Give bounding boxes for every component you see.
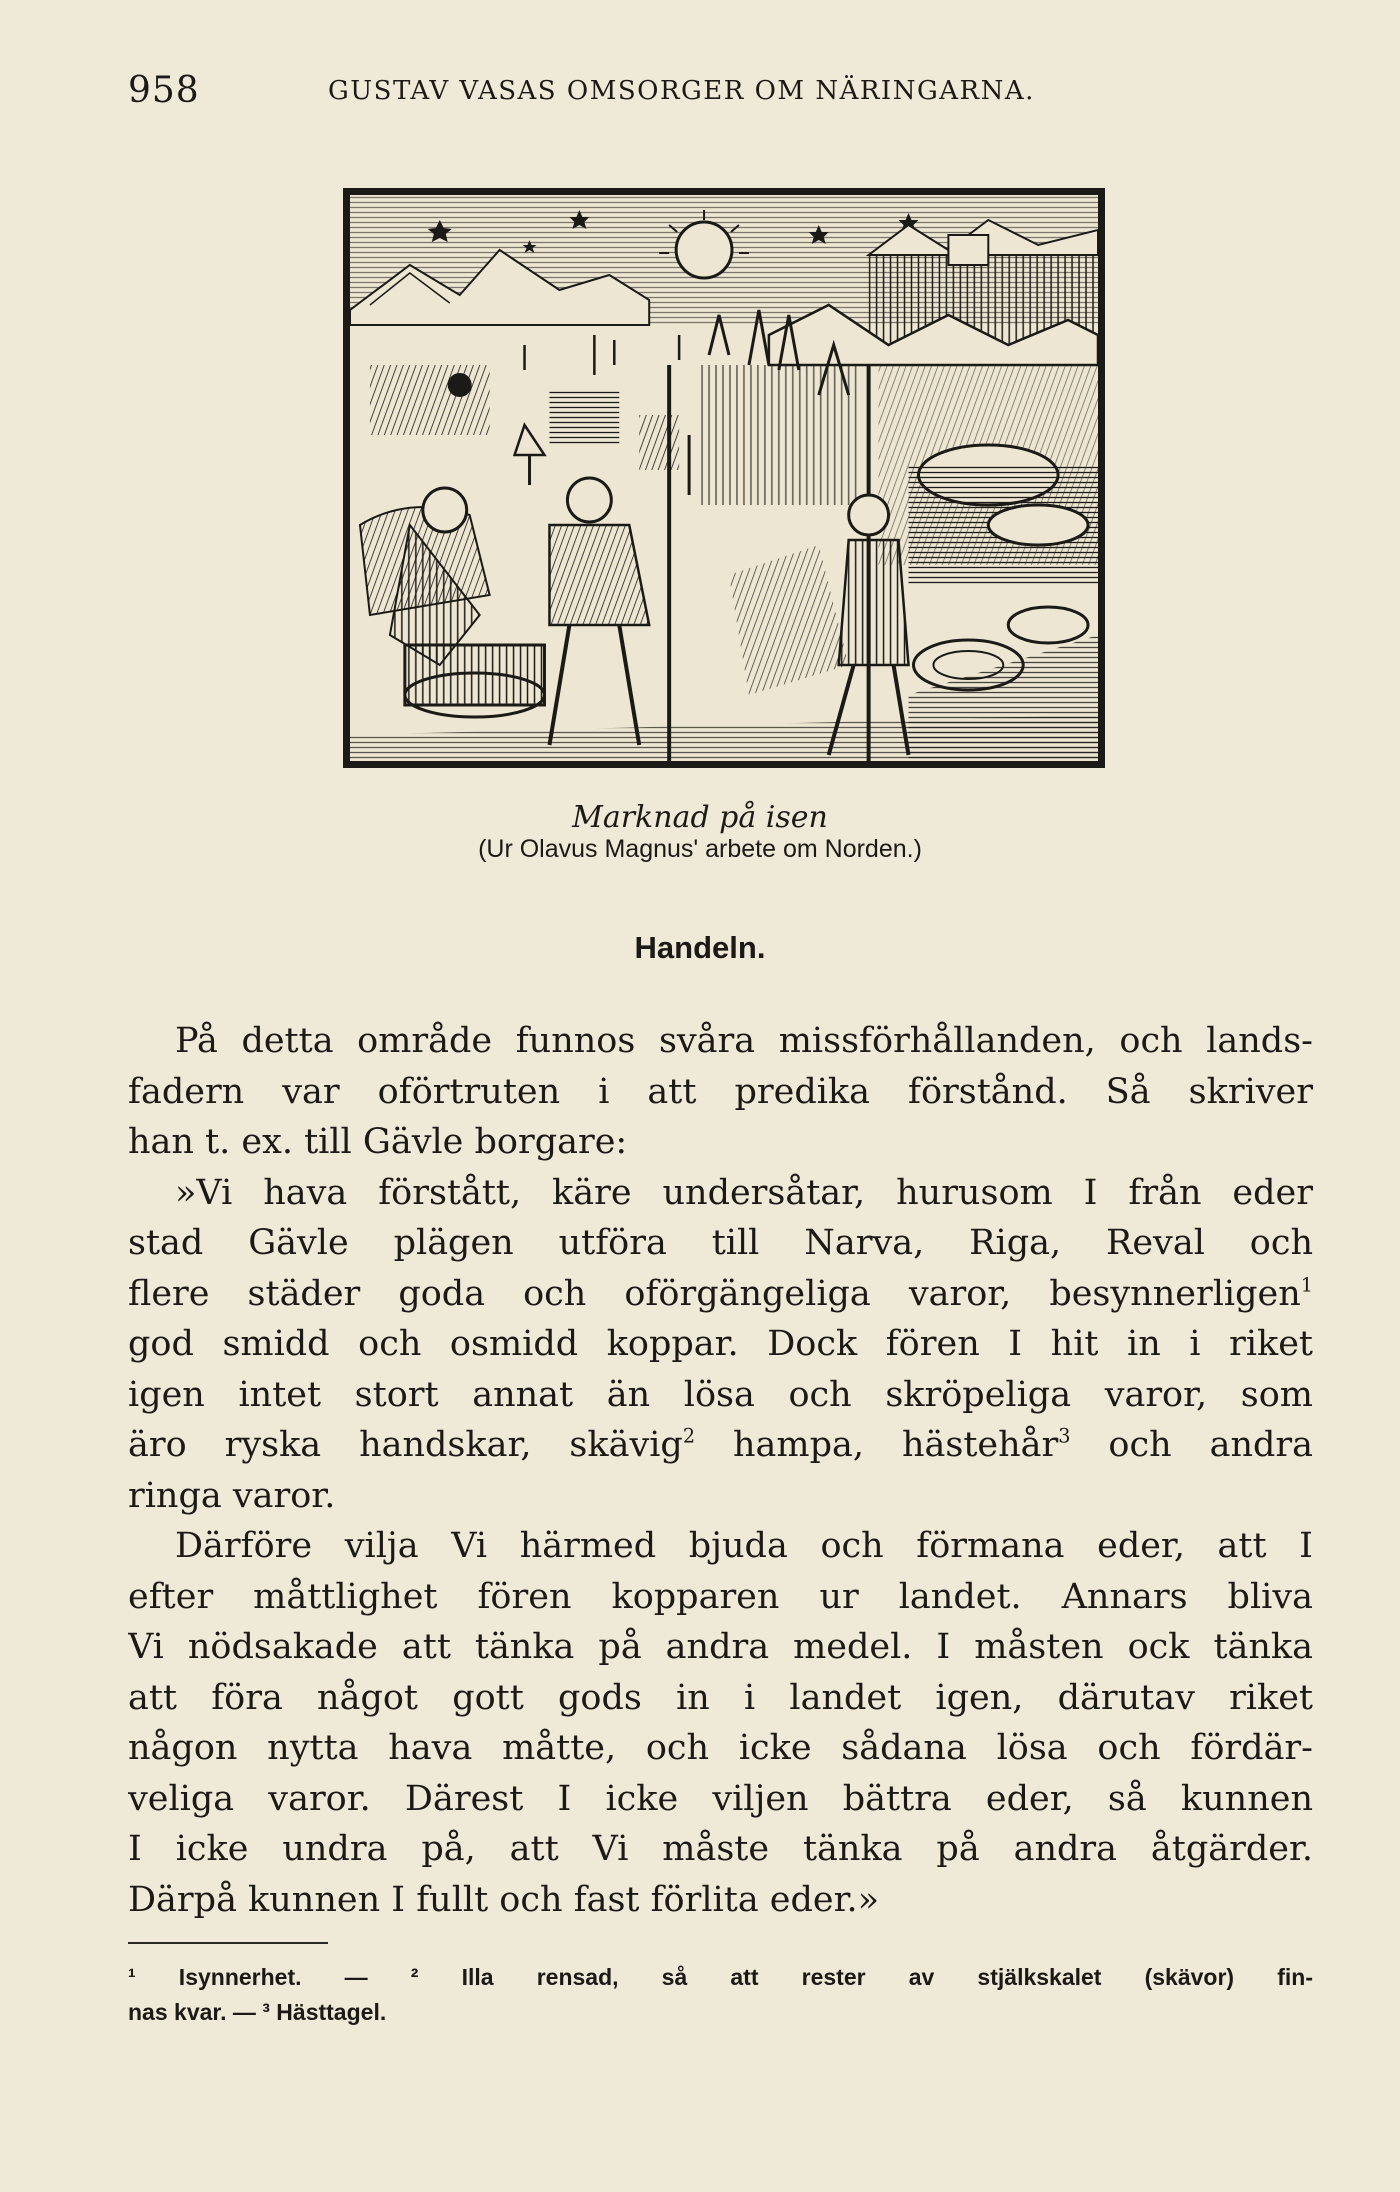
text-line	[128, 1471, 1313, 1522]
woodcut-illustration	[343, 188, 1105, 768]
text-span: fadern var oförtruten i att predika förstånd. Så skriver	[128, 1071, 1313, 1112]
footnote-marker: 3	[1058, 1424, 1071, 1448]
text-span: I icke undra på, att Vi måste tänka på andra åtgärder.	[128, 1829, 1313, 1869]
text-line	[128, 1673, 1313, 1724]
text-span: veliga varor. Därest I icke viljen bättra eder, så kunnen	[128, 1778, 1313, 1819]
footnotes	[128, 1960, 1313, 2030]
text-span: hampa, hästehår	[695, 1425, 1059, 1465]
body-text	[128, 1016, 1313, 1925]
text-line	[128, 1875, 1313, 1926]
text-span: »Vi hava förstått, käre undersåtar, hurusom I från eder	[175, 1172, 1313, 1213]
text-span: stad Gävle plägen utföra till Narva, Riga, Reval och	[128, 1223, 1313, 1263]
page-number: 958	[128, 70, 200, 111]
text-line	[128, 1774, 1313, 1825]
running-title: GUSTAV VASAS OMSORGER OM NÄRINGARNA.	[328, 76, 1035, 106]
text-span: ringa varor.	[128, 1475, 336, 1516]
section-heading: Handeln.	[634, 930, 766, 965]
text-span: och andra	[1070, 1425, 1313, 1465]
page-header	[128, 70, 1318, 120]
text-line	[128, 1572, 1313, 1623]
text-line	[128, 1420, 1313, 1471]
woodcut-market-on-ice	[350, 195, 1098, 761]
text-line	[128, 1370, 1313, 1421]
text-line	[128, 1269, 1313, 1320]
footnote-rule	[128, 1942, 328, 1944]
figure-caption-title: Marknad på isen	[572, 800, 828, 835]
text-line	[128, 1218, 1313, 1269]
footnote-line: ¹ Isynnerhet. — ² Illa rensad, så att rester av stjälkskalet (skävor) fin-	[128, 1964, 1313, 1990]
footnote-line: nas kvar. — ³ Hästtagel.	[128, 1999, 387, 2025]
text-span: flere städer goda och oförgängeliga varor, besynnerligen	[128, 1273, 1301, 1314]
text-line	[128, 1016, 1313, 1067]
text-span: äro ryska handskar, skävig	[128, 1425, 683, 1465]
text-line	[128, 1824, 1313, 1875]
text-line	[128, 1521, 1313, 1572]
footnote-marker: 2	[682, 1424, 696, 1448]
footnote-marker: 1	[1300, 1273, 1313, 1297]
text-span: Vi nödsakade att tänka på andra medel. I måsten ock tänka	[128, 1627, 1313, 1667]
text-span: god smidd och osmidd koppar. Dock fören I hit in i riket	[128, 1324, 1313, 1364]
text-line	[128, 1319, 1313, 1370]
text-span: någon nytta hava måtte, och icke sådana lösa och fördär-	[128, 1728, 1313, 1768]
text-span: Därpå kunnen I fullt och fast förlita eder.»	[128, 1879, 880, 1920]
text-span: efter måttlighet fören kopparen ur landet. Annars bliva	[128, 1576, 1313, 1617]
text-span: På detta område funnos svåra missförhållanden, och lands-	[175, 1021, 1313, 1061]
figure-caption-source: (Ur Olavus Magnus' arbete om Norden.)	[478, 835, 922, 863]
text-line	[128, 1117, 1313, 1168]
text-span: igen intet stort annat än lösa och skröpeliga varor, som	[128, 1374, 1313, 1415]
text-line	[128, 1168, 1313, 1219]
text-line	[128, 1067, 1313, 1118]
text-span: att föra något gott gods in i landet igen, därutav riket	[128, 1677, 1313, 1718]
text-span: Därföre vilja Vi härmed bjuda och förmana eder, att I	[175, 1526, 1313, 1566]
text-line	[128, 1622, 1313, 1673]
text-span: han t. ex. till Gävle borgare:	[128, 1122, 628, 1162]
text-line	[128, 1723, 1313, 1774]
